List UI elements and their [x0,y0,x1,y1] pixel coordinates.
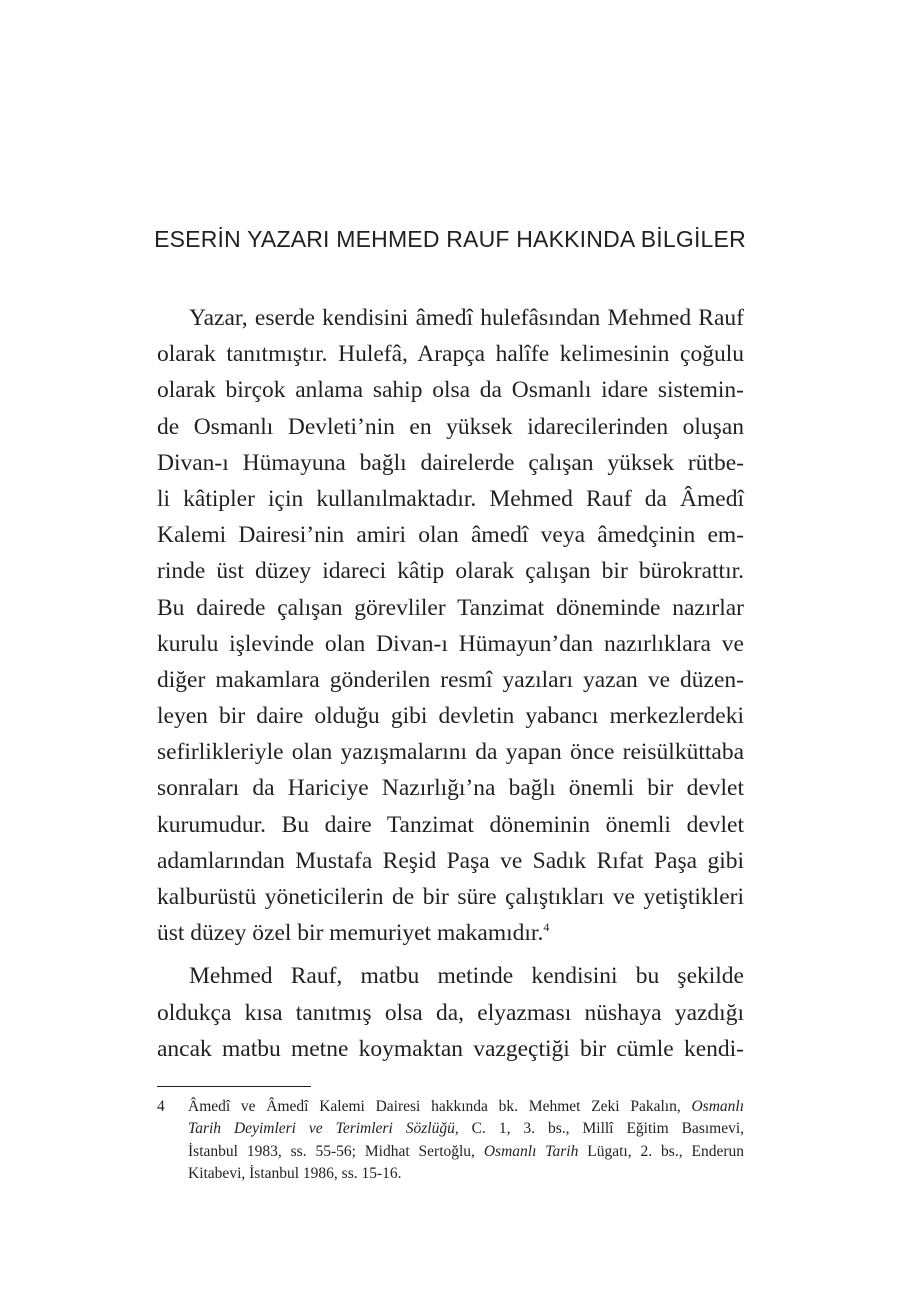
text-line: Yazar, eserde kendisini âmedî hulefâsından Mehmed Rauf [189,305,744,331]
footnote-reference[interactable]: 4 [543,920,550,935]
paragraph-2 [157,958,744,1067]
paragraph-spacer [157,951,744,958]
footnote-text: Âmedî ve Âmedî Kalemi Dairesi hakkında bk. Mehmet Zeki Pakalın, [188,1098,681,1115]
footnote-line [188,1141,744,1163]
footnote-line [188,1118,744,1140]
footnote-title-italic: Osmanlı [691,1098,745,1115]
text-line: kalburüstü yöneticilerin de bir süre çalıştıkları ve yetiştikleri [157,884,744,910]
text-line: sefirlikleriyle olan yazışmalarını da yapan önce reisülküttaba [157,739,744,766]
text-line: de Osmanlı Devleti’nin en yüksek idarecilerinden oluşan [157,413,744,440]
text-line: Mehmed Rauf, matbu metinde kendisini bu şekilde [189,963,744,990]
body-text [157,300,744,1067]
footnote-number: 4 [157,1098,165,1115]
footnote-text: Lügatı, 2. bs., Enderun [587,1142,744,1160]
text-line: Bu dairede çalışan görevliler Tanzimat döneminde nazırlar [157,594,744,621]
footnote [157,1096,744,1186]
text-line [157,915,744,951]
text-line: olarak tanıtmıştır. Hulefâ, Arapça halîfe kelimesinin çoğulu [157,341,744,368]
text-line: Kalemi Dairesi’nin amiri olan âmedî veya âmedçinin em- [157,522,744,549]
footnote-title-italic: Tarih Deyimleri ve Terimleri Sözlüğü, [188,1120,459,1138]
chapter-heading: ESERİN YAZARI MEHMED RAUF HAKKINDA BİLGİLER [154,226,746,252]
footnote-title-italic: Osmanlı Tarih [483,1142,579,1160]
text-line-content: üst düzey özel bir memuriyet makamıdır. [157,920,544,947]
footnote-text: İstanbul 1983, ss. 55-56; Midhat Sertoğlu, [188,1142,475,1160]
text-line: diğer makamlara gönderilen resmî yazıları yazan ve düzen- [157,666,744,693]
text-line: rinde üst düzey idareci kâtip olarak çalışan bir bürokrattır. [157,558,744,585]
text-line: li kâtipler için kullanılmaktadır. Mehmed Rauf da Âmedî [157,485,744,512]
footnote-divider [157,1086,311,1087]
text-line: kurumudur. Bu daire Tanzimat döneminin önemli devlet [157,811,744,838]
text-line: sonraları da Hariciye Nazırlığı’na bağlı önemli bir devlet [157,775,744,802]
text-line: olarak birçok anlama sahip olsa da Osmanlı idare sistemin- [157,377,744,404]
footnote-line: Kitabevi, İstanbul 1986, ss. 15-16. [188,1165,402,1183]
footnote-line [188,1096,744,1118]
footnote-text: C. 1, 3. bs., Millî Eğitim Basımevi, [471,1120,745,1138]
text-line: Divan-ı Hümayuna bağlı dairelerde çalışan yüksek rütbe- [157,449,744,476]
footnote-body [188,1096,744,1186]
paragraph-1 [157,300,744,951]
text-line: adamlarından Mustafa Reşid Paşa ve Sadık Rıfat Paşa gibi [157,847,744,874]
text-line: oldukça kısa tanıtmış olsa da, elyazması nüshaya yazdığı [157,999,744,1026]
text-line: ancak matbu metne koymaktan vazgeçtiği bir cümle kendi- [157,1035,744,1062]
text-line: leyen bir daire olduğu gibi devletin yabancı merkezlerdeki [157,703,744,730]
text-line: kurulu işlevinde olan Divan-ı Hümayun’dan nazırlıklara ve [157,630,744,657]
